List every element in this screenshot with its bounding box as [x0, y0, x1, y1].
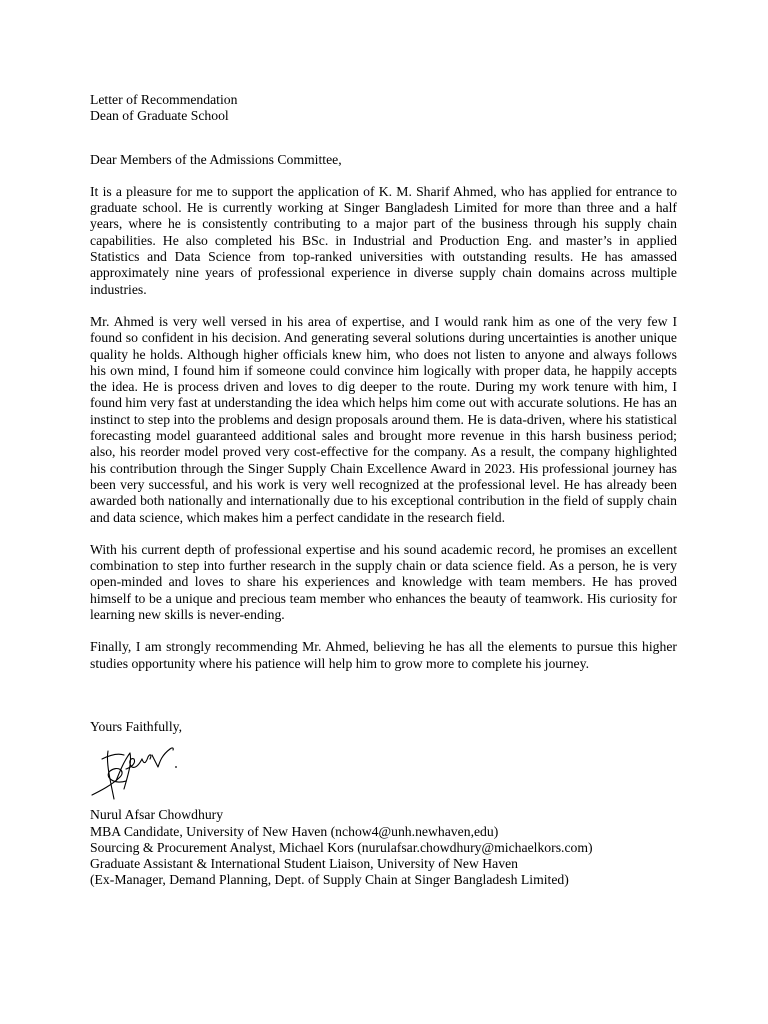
paragraph-intro: It is a pleasure for me to support the application of K. M. Sharif Ahmed, who has applied for entrance to graduate school. He is currently working at Singer Bangladesh Limited for more than three and a half years, where he is consistently contributing to a major part of the business through his supply chain capabilities. He also completed his BSc. in Industrial and Production Eng. and master’s in applied Statistics and Data Science from top-ranked universities with outstanding results. He has amassed approximately nine years of professional experience in diverse supply chain domains across multiple industries.	[90, 183, 677, 297]
paragraph-conclusion: Finally, I am strongly recommending Mr. Ahmed, believing he has all the elements to pursue this higher studies opportunity where his patience will help him to grow more to complete his journey.	[90, 639, 677, 671]
signature-block	[90, 807, 677, 888]
salutation: Dear Members of the Admissions Committee,	[90, 151, 342, 167]
letter-recipient: Dean of Graduate School	[90, 108, 229, 124]
paragraph-expertise: Mr. Ahmed is very well versed in his area of expertise, and I would rank him as one of the very few I found so confident in his decision. And generating several solutions during uncertainties is another unique quality he holds. Although higher officials knew him, who does not listen to anyone and always follows his own mind, I found him if someone could convince him logically with proper data, he happily accepts the idea. He is process driven and loves to dig deeper to the route. During my work tenure with him, I found him very fast at understanding the idea which helps him come out with accurate solutions. He has an instinct to step into the problems and design proposals around them. He is data-driven, where his statistical forecasting model guaranteed additional sales and brought more revenue in this harsh business period; also, his reorder model proved very cost-effective for the company. As a result, the company highlighted his contribution through the Singer Supply Chain Excellence Award in 2023. His professional journey has been very successful, and his work is very well recognized at the professional level. He has already been awarded both nationally and internationally due to his exceptional contribution in the field of supply chain and data science, which makes him a perfect candidate in the research field.	[90, 313, 677, 525]
handwritten-signature	[90, 741, 180, 803]
signer-line: (Ex-Manager, Demand Planning, Dept. of Supply Chain at Singer Bangladesh Limited)	[90, 872, 569, 888]
signer-line: MBA Candidate, University of New Haven (nchow4@unh.newhaven,edu)	[90, 823, 499, 839]
signer-line: Sourcing & Procurement Analyst, Michael Kors (nurulafsar.chowdhury@michaelkors.com)	[90, 839, 593, 855]
letter-title: Letter of Recommendation	[90, 92, 238, 107]
paragraph-personality: With his current depth of professional expertise and his sound academic record, he promises an excellent combination to step into further research in the supply chain or data science field. As a person, he is very open-minded and loves to share his experiences and knowledge with team members. He has proved himself to be a unique and precious team member who enhances the beauty of teamwork. His curiosity for learning new skills is never-ending.	[90, 541, 677, 623]
signer-name: Nurul Afsar Chowdhury	[90, 807, 224, 823]
letter-page	[90, 92, 677, 889]
signer-line: Graduate Assistant & International Student Liaison, University of New Haven	[90, 856, 519, 872]
closing: Yours Faithfully,	[90, 718, 183, 734]
